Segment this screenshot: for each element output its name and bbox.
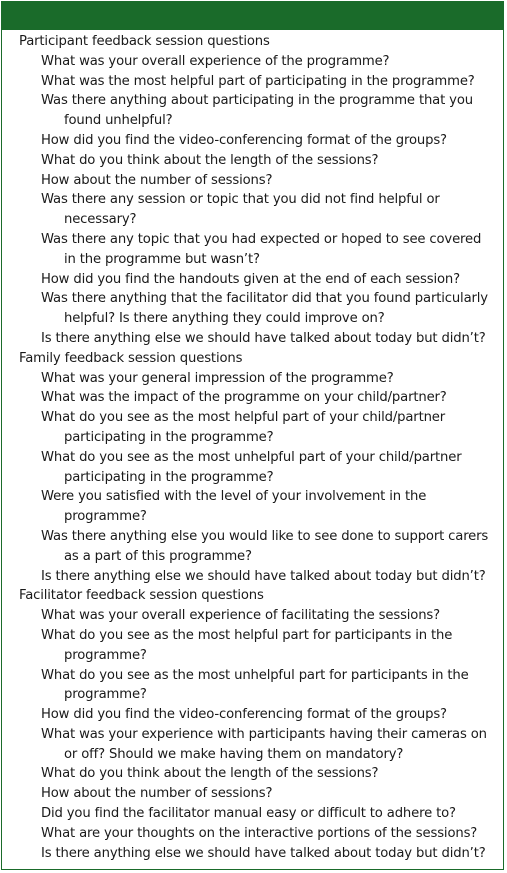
question-item: Is there anything else we should have talked about today but didn’t? — [41, 845, 486, 861]
question-item: Is there anything else we should have talked about today but didn’t? — [41, 568, 486, 584]
question-item: What are your thoughts on the interactive portions of the sessions? — [41, 825, 478, 841]
table-frame — [1, 1, 504, 870]
question-item: Was there anything that the facilitator did that you found particularly helpful? Is there anything they could improve on? — [41, 291, 488, 327]
question-item: How about the number of sessions? — [41, 172, 273, 188]
question-item: Was there any session or topic that you did not find helpful or necessary? — [41, 192, 440, 228]
question-item: Were you satisfied with the level of your involvement in the programme? — [41, 489, 427, 525]
question-item: How about the number of sessions? — [41, 786, 273, 802]
question-item: Was there anything about participating in the programme that you found unhelpful? — [41, 93, 473, 129]
section-title: Participant feedback session questions — [19, 34, 270, 49]
question-item: What do you see as the most helpful part for participants in the programme? — [41, 627, 453, 663]
question-list — [2, 32, 503, 863]
question-item: What do you see as the most helpful part of your child/partner participating in the programme? — [41, 410, 446, 445]
question-item: What was your general impression of the programme? — [41, 370, 394, 386]
question-item: Was there anything else you would like to see done to support carers as a part of this programme? — [41, 528, 489, 564]
question-item: What was your experience with participants having their cameras on or off? Should we make having them on mandatory? — [41, 726, 487, 762]
question-item: What do you see as the most unhelpful part for participants in the programme? — [41, 667, 469, 703]
question-item: Was there any topic that you had expected or hoped to see covered in the programme but wasn’t? — [41, 231, 482, 267]
question-item: Did you find the facilitator manual easy or difficult to adhere to? — [41, 806, 456, 822]
question-item: What was the impact of the programme on your child/partner? — [41, 390, 447, 406]
question-item: What was the most helpful part of participating in the programme? — [41, 73, 475, 89]
section-title: Facilitator feedback session questions — [19, 588, 264, 604]
question-item: What do you see as the most unhelpful part of your child/partner participating in the programme? — [41, 449, 462, 485]
question-item: How did you find the video-conferencing format of the groups? — [41, 707, 447, 723]
question-item: What do you think about the length of the sessions? — [41, 152, 379, 168]
question-item: How did you find the handouts given at the end of each session? — [41, 271, 460, 287]
question-item: What was your overall experience of facilitating the sessions? — [41, 608, 441, 624]
table-header-bar — [2, 2, 503, 30]
section-title: Family feedback session questions — [19, 350, 243, 366]
question-item: Is there anything else we should have talked about today but didn’t? — [41, 330, 486, 346]
question-item: How did you find the video-conferencing format of the groups? — [41, 132, 447, 148]
question-item: What was your overall experience of the programme? — [41, 53, 390, 69]
question-item: What do you think about the length of the sessions? — [41, 766, 379, 782]
